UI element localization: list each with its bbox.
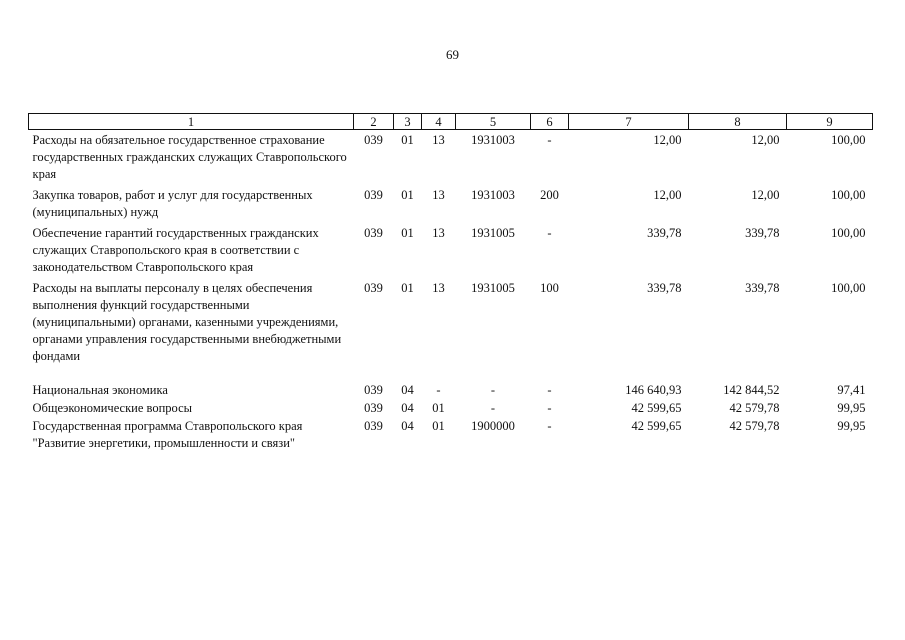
row-planned: 146 640,93 (625, 383, 682, 397)
row-subsection-code: 13 (432, 188, 445, 202)
table-row (29, 130, 873, 186)
header-row (29, 114, 873, 130)
row-expense-type: 200 (540, 188, 559, 202)
row-target-code: 1900000 (471, 419, 515, 433)
row-executed: 42 579,78 (729, 401, 780, 415)
row-percent: 100,00 (831, 188, 866, 202)
header-col-9: 9 (787, 114, 873, 130)
row-expense-type: - (547, 133, 552, 147)
row-executed: 142 844,52 (723, 383, 780, 397)
row-section-code: 04 (401, 383, 414, 397)
row-ministry-code: 039 (364, 188, 383, 202)
row-ministry-code: 039 (364, 383, 383, 397)
row-ministry-code: 039 (364, 419, 383, 433)
row-planned: 42 599,65 (631, 401, 682, 415)
row-percent: 99,95 (837, 419, 866, 433)
row-subsection-code: 01 (432, 401, 445, 415)
row-target-code: 1931005 (471, 281, 515, 295)
row-section-code: 01 (401, 281, 414, 295)
row-target-code: 1931003 (471, 133, 515, 147)
row-section-code: 01 (401, 226, 414, 240)
row-target-code: 1931003 (471, 188, 515, 202)
header-col-1: 1 (29, 114, 354, 130)
row-percent: 100,00 (831, 133, 866, 147)
header-col-2: 2 (354, 114, 394, 130)
table-row (29, 417, 873, 452)
table-row (29, 185, 873, 223)
row-name: Государственная программа Ставропольского края "Развитие энергетики, промышленности и связи" (32, 419, 303, 450)
header-col-7: 7 (569, 114, 689, 130)
row-target-code: 1931005 (471, 226, 515, 240)
header-col-3: 3 (394, 114, 422, 130)
spacer-row (29, 367, 873, 381)
row-planned: 12,00 (653, 133, 682, 147)
row-subsection-code: 13 (432, 226, 445, 240)
row-name: Общеэкономические вопросы (32, 401, 193, 415)
row-subsection-code: 13 (432, 133, 445, 147)
row-subsection-code: 13 (432, 281, 445, 295)
header-col-8: 8 (689, 114, 787, 130)
spacer-cell (29, 367, 873, 381)
row-name: Национальная экономика (32, 383, 168, 397)
row-expense-type: - (547, 419, 552, 433)
row-percent: 99,95 (837, 401, 866, 415)
row-planned: 42 599,65 (631, 419, 682, 433)
row-expense-type: 100 (540, 281, 559, 295)
row-executed: 12,00 (751, 133, 780, 147)
row-executed: 42 579,78 (729, 419, 780, 433)
page-number: 69 (446, 47, 459, 62)
row-section-code: 04 (401, 419, 414, 433)
row-ministry-code: 039 (364, 226, 383, 240)
row-name: Расходы на обязательное государственное страхование государственных гражданских служащих Ставропольского края (32, 133, 347, 181)
budget-table (28, 113, 873, 452)
row-executed: 339,78 (745, 281, 780, 295)
row-name: Обеспечение гарантий государственных гражданских служащих Ставропольского края в соответствии с законодательством Ставропольского края (32, 226, 319, 274)
header-col-6: 6 (531, 114, 569, 130)
header-col-4: 4 (422, 114, 456, 130)
row-target-code: - (490, 383, 496, 397)
row-executed: 339,78 (745, 226, 780, 240)
row-percent: 97,41 (837, 383, 866, 397)
table-row (29, 399, 873, 417)
row-expense-type: - (547, 226, 552, 240)
table-row (29, 381, 873, 399)
table-row (29, 278, 873, 367)
row-target-code: - (490, 401, 496, 415)
row-expense-type: - (547, 383, 552, 397)
row-planned: 12,00 (653, 188, 682, 202)
row-ministry-code: 039 (364, 133, 383, 147)
row-section-code: 04 (401, 401, 414, 415)
row-section-code: 01 (401, 188, 414, 202)
row-planned: 339,78 (647, 226, 682, 240)
row-executed: 12,00 (751, 188, 780, 202)
row-ministry-code: 039 (364, 401, 383, 415)
header-col-5: 5 (456, 114, 531, 130)
row-expense-type: - (547, 401, 552, 415)
row-percent: 100,00 (831, 226, 866, 240)
row-ministry-code: 039 (364, 281, 383, 295)
table-row (29, 223, 873, 278)
row-name: Расходы на выплаты персоналу в целях обеспечения выполнения функций государственными (муниципальными) органами, казенными учреждениями, органами управления государственными внебюджетными фондами (32, 281, 342, 363)
row-planned: 339,78 (647, 281, 682, 295)
row-subsection-code: 01 (432, 419, 445, 433)
row-section-code: 01 (401, 133, 414, 147)
row-name: Закупка товаров, работ и услуг для государственных (муниципальных) нужд (32, 188, 313, 219)
row-percent: 100,00 (831, 281, 866, 295)
budget-table-container (28, 113, 872, 452)
row-subsection-code: - (436, 383, 441, 397)
